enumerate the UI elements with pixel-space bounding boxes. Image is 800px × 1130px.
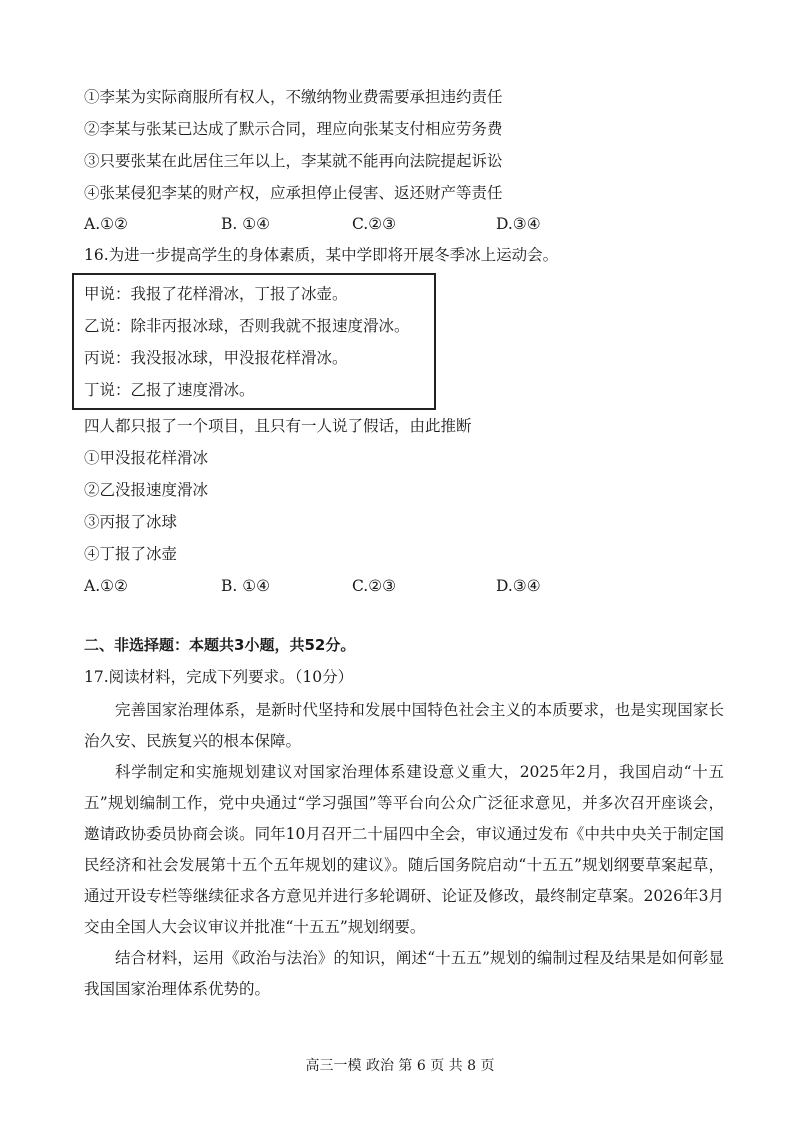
q16-statement-4: ④丁报了冰壶 (84, 545, 178, 563)
q16-statement-3: ③丙报了冰球 (84, 513, 178, 531)
q16-after-box: 四人都只报了一个项目，且只有一人说了假话，由此推断 (84, 417, 472, 435)
q15-options (84, 213, 724, 235)
q16-box-line-yi: 乙说：除非丙报冰球，否则我就不报速度滑冰。 (84, 317, 410, 335)
q16-box-line-jia: 甲说：我报了花样滑冰，丁报了冰壶。 (84, 285, 348, 303)
q16-option-b: B. ①④ (221, 577, 271, 595)
q17-paragraph-1: 完善国家治理体系，是新时代坚持和发展中国特色社会主义的本质要求，也是实现国家长治久安、民族复兴的根本保障。 (84, 701, 724, 750)
q17-paragraph-3: 结合材料，运用《政治与法治》的知识，阐述“十五五”规划的编制过程及结果是如何彰显我国国家治理体系优势的。 (84, 949, 724, 998)
q16-statement-2: ②乙没报速度滑冰 (84, 481, 209, 499)
q15-statement-3: ③只要张某在此居住三年以上，李某就不能再向法院提起诉讼 (84, 152, 503, 170)
q15-option-d: D.③④ (496, 215, 541, 233)
q16-option-d: D.③④ (496, 577, 541, 595)
q15-statement-4: ④张某侵犯李某的财产权，应承担停止侵害、返还财产等责任 (84, 184, 503, 202)
q15-option-c: C.②③ (352, 215, 397, 233)
q16-option-c: C.②③ (352, 577, 397, 595)
q16-option-a: A.①② (84, 577, 128, 595)
q16-statement-box (72, 273, 436, 410)
q15-statement-1: ①李某为实际商服所有权人，不缴纳物业费需要承担违约责任 (84, 88, 503, 106)
q17-stem: 17.阅读材料，完成下列要求。（10分） (84, 668, 354, 686)
q16-options (84, 575, 724, 597)
q16-box-line-bing: 丙说：我没报冰球，甲没报花样滑冰。 (84, 349, 348, 367)
section-heading: 二、非选择题：本题共3小题，共52分。 (84, 636, 356, 654)
q17-paragraph-2: 科学制定和实施规划建议对国家治理体系建设意义重大，2025年2月，我国启动“十五五”规划编制工作，党中央通过“学习强国”等平台向公众广泛征求意见，并多次召开座谈会，邀请政协委员协商会谈。同年10月召开二十届四中全会，审议通过发布《中共中央关于制定国民经济和社会发展第十五个五年规划的建议》。随后国务院启动“十五五”规划纲要草案起草，通过开设专栏等继续征求各方意见并进行多轮调研、论证及修改，最终制定草案。2026年3月交由全国人大会议审议并批准“十五五”规划纲要。 (84, 763, 724, 936)
q15-option-b: B. ①④ (221, 215, 271, 233)
q15-statement-2: ②李某与张某已达成了默示合同，理应向张某支付相应劳务费 (84, 120, 503, 138)
page-footer: 高三一模 政治 第 6 页 共 8 页 (305, 1058, 495, 1074)
q16-statement-1: ①甲没报花样滑冰 (84, 449, 209, 467)
q16-stem: 16.为进一步提高学生的身体素质，某中学即将开展冬季冰上运动会。 (84, 246, 559, 264)
q17-material (84, 695, 724, 1005)
q16-box-line-ding: 丁说：乙报了速度滑冰。 (84, 381, 255, 399)
q15-option-a: A.①② (84, 215, 128, 233)
